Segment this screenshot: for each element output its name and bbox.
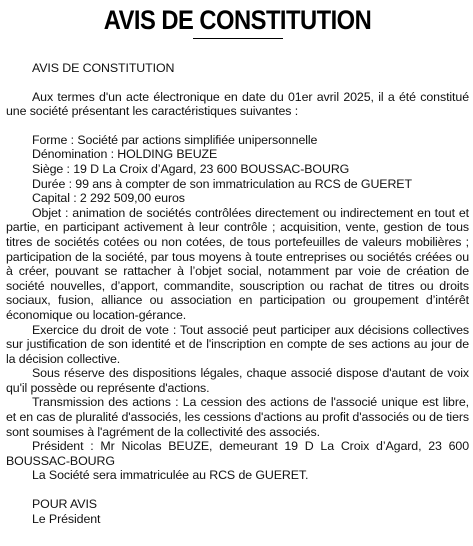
- field-denomination: Dénomination : HOLDING BEUZE: [32, 147, 218, 162]
- paragraph-acte: Aux termes d'un acte électronique en date du 01er avril 2025, il a été constitué une société présentant les caractéristiques suivantes :: [6, 89, 469, 119]
- paragraph-immatriculation: La Société sera immatriculée au RCS de GUERET.: [32, 468, 309, 483]
- field-capital: Capital : 2 292 509,00 euros: [32, 191, 185, 206]
- paragraph-transmission: Transmission des actions : La cession des actions de l'associé unique est libre, et en cas de pluralité d'associés, les cessions d'actions au profit d'associés ou de tiers sont soumises à l'agrément de la collectivité des associés.: [6, 395, 470, 439]
- paragraph-objet: Objet : animation de sociétés contrôlées directement ou indirectement en tout et partie, en participant activement à leur contrôle ; acquisition, vente, gestion de tous titres de sociétés cotées ou non cotées, de tous portefeuilles de valeurs mobilières ; participation de la société, par tous moyens à toute entreprises ou sociétés créées ou à créer, pouvant se rattacher à l’objet social, notamment par voie de création de société nouvelles, d’apport, commandite, souscription ou rachat de titres ou droits sociaux, fusion, alliance ou association en participation ou groupement d’intérêt économique ou location-gérance.: [6, 205, 469, 322]
- paragraph-president: Président : Mr Nicolas BEUZE, demeurant 19 D La Croix d’Agard, 23 600 BOUSSAC-BOURG: [6, 439, 469, 468]
- field-duree: Durée : 99 ans à compter de son immatriculation au RCS de GUERET: [32, 176, 412, 191]
- intro-title: AVIS DE CONSTITUTION: [32, 61, 175, 75]
- signataire: Le Président: [32, 511, 101, 526]
- headline-underline: [193, 38, 283, 39]
- field-siege: Siège : 19 D La Croix d’Agard, 23 600 BOUSSAC-BOURG: [32, 161, 350, 176]
- legal-notice: [0, 4, 473, 546]
- field-forme: Forme : Société par actions simplifiée unipersonnelle: [32, 132, 318, 147]
- paragraph-reserve: Sous réserve des dispositions légales, chaque associé dispose d'autant de voix qu'il possède ou représente d'actions.: [6, 366, 469, 395]
- paragraph-vote: Exercice du droit de vote : Tout associé peut participer aux décisions collectives sur justification de son identité et de l'inscription en compte de ses actions au jour de la décision collective.: [6, 322, 469, 366]
- notice-headline: AVIS DE CONSTITUTION: [103, 5, 372, 35]
- notice-body: [6, 61, 469, 526]
- pour-avis: POUR AVIS: [32, 497, 97, 512]
